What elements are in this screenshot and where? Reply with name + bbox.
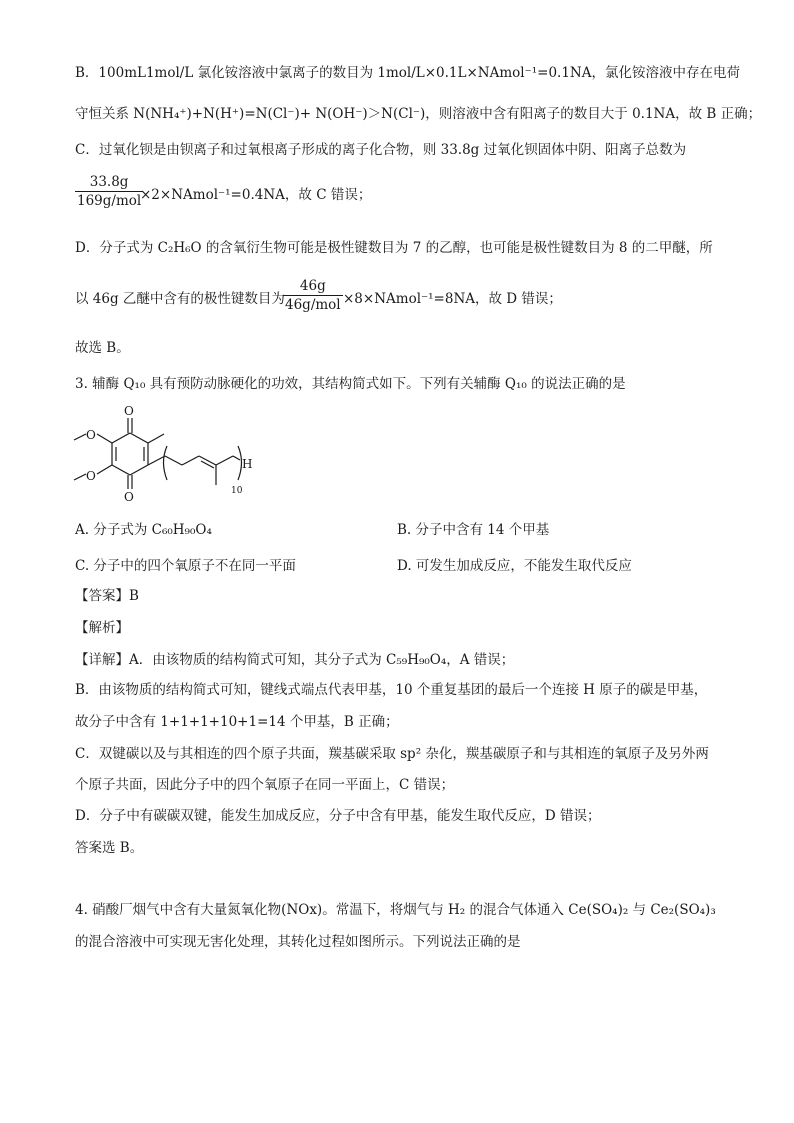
detail-d: D．分子中有碳碳双键，能发生加成反应，分子中含有甲基，能发生取代反应，D 错误； (75, 808, 601, 824)
choice-d: D. 可发生加成反应，不能发生取代反应 (397, 558, 632, 574)
question-3-stem: 3. 辅酶 Q₁₀ 具有预防动脉硬化的功效，其结构简式如下。下列有关辅酶 Q₁₀ 的说法正确的是 (75, 376, 626, 392)
structure-oxygen-methoxy-2: O (86, 469, 96, 483)
question-4-stem-line1: 4. 硝酸厂烟气中含有大量氮氧化物(NOx)。常温下，将烟气与 H₂ 的混合气体通入 Ce(SO₄)₂ 与 Ce₂(SO₄)₃ (75, 902, 716, 918)
coenzyme-q10-structure (68, 400, 258, 508)
analysis-label: 【解析】 (75, 620, 129, 636)
answer-label: 【答案】B (75, 588, 139, 604)
option-c-analysis-result: ×2×NAmol⁻¹=0.4NA，故 C 错误； (140, 187, 372, 203)
option-b-analysis-line1: B．100mL1mol/L 氯化铵溶液中氯离子的数目为 1mol/L×0.1L×NAmol⁻¹=0.1NA，氯化铵溶液中存在电荷 (75, 65, 740, 81)
choice-b: B. 分子中含有 14 个甲基 (397, 522, 550, 538)
choice-c: C. 分子中的四个氧原子不在同一平面 (75, 558, 296, 574)
option-c-analysis-line1: C．过氧化钡是由钡离子和过氧根离子形成的离子化合物，则 33.8g 过氧化钡固体中阴、阳离子总数为 (75, 142, 687, 158)
option-d-analysis-line1: D．分子式为 C₂H₆O 的含氧衍生物可能是极性键数目为 7 的乙醇，也可能是极性键数目为 8 的二甲醚，所 (75, 240, 713, 256)
structure-oxygen-top: O (124, 404, 134, 418)
detail-c-line1: C．双键碳以及与其相连的四个原子共面，羰基碳采取 sp² 杂化，羰基碳原子和与其相连的氧原子及另外两 (75, 746, 709, 762)
fraction-d-numerator: 46g (299, 278, 326, 294)
fraction-c (75, 174, 143, 209)
fraction-c-numerator: 33.8g (89, 174, 129, 190)
structure-oxygen-bottom: O (124, 490, 134, 504)
option-b-analysis-line2: 守恒关系 N(NH₄⁺)+N(H⁺)=N(Cl⁻)+ N(OH⁻)＞N(Cl⁻)，则溶液中含有阳离子的数目大于 0.1NA，故 B 正确； (75, 106, 762, 122)
fraction-d (283, 278, 343, 313)
conclusion-q3: 答案选 B。 (75, 840, 144, 856)
structure-repeat-count: 10 (231, 486, 243, 496)
detail-a: 【详解】A．由该物质的结构简式可知，其分子式为 C₅₉H₉₀O₄，A 错误； (75, 652, 515, 668)
detail-b-line2: 故分子中含有 1+1+1+10+1=14 个甲基，B 正确； (75, 714, 399, 730)
structure-oxygen-methoxy-1: O (86, 428, 96, 442)
detail-c-line2: 个原子共面，因此分子中的四个氧原子在同一平面上，C 错误； (75, 777, 455, 793)
question-4-stem-line2: 的混合溶液中可实现无害化处理，其转化过程如图所示。下列说法正确的是 (75, 934, 521, 950)
fraction-c-bar (75, 191, 143, 192)
fraction-d-bar (283, 295, 343, 296)
conclusion-q2: 故选 B。 (75, 340, 130, 356)
option-d-analysis-line2: 以 46g 乙醚中含有的极性键数目为 (75, 291, 285, 307)
fraction-d-denominator: 46g/mol (285, 297, 341, 313)
option-d-analysis-result: ×8×NAmol⁻¹=8NA，故 D 错误； (343, 291, 562, 307)
choice-a: A. 分子式为 C₆₀H₉₀O₄ (75, 522, 212, 538)
structure-hydrogen: H (242, 457, 253, 471)
detail-b-line1: B．由该物质的结构简式可知，键线式端点代表甲基，10 个重复基团的最后一个连接 H 原子的碳是甲基， (75, 682, 708, 698)
fraction-c-denominator: 169g/mol (77, 193, 142, 209)
